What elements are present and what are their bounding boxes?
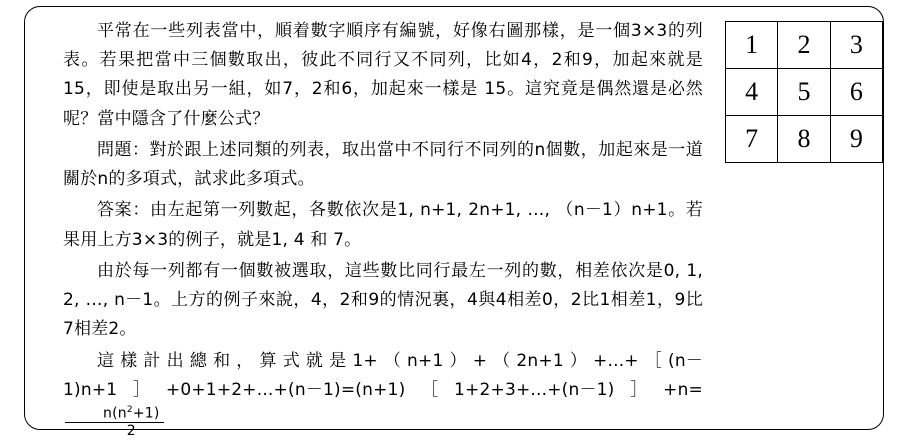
final-second-line: (n+1)［1+2+3+...+(n－1)］+n= xyxy=(355,379,703,400)
paragraph-body: 由於每一列都有一個數被選取，這些數比同行最左一列的數，相差依次是0, 1, 2, …, n－1。上方的例子來說，4，2和9的情況裏，4與4相差0，2比1相差1，9比7相差2。 xyxy=(63,260,703,340)
grid-cell: 8 xyxy=(778,116,830,163)
paragraph-question xyxy=(63,136,703,194)
fraction xyxy=(65,405,164,440)
grid-cell: 1 xyxy=(726,22,778,69)
grid-cell: 5 xyxy=(778,69,830,116)
paragraph-answer xyxy=(63,196,703,254)
numerator-exponent: 2 xyxy=(126,405,133,416)
numerator-suffix: +1) xyxy=(132,405,160,422)
number-grid-table xyxy=(725,21,883,163)
fraction-numerator xyxy=(65,405,164,423)
numerator-prefix: n(n xyxy=(103,405,127,422)
answer-text: 由左起第一列數起，各數依次是1, n+1, 2n+1, …, （n－1）n+1。若果用上方3×3的例子，就是1, 4 和 7。 xyxy=(63,200,703,250)
grid-cell: 3 xyxy=(830,22,882,69)
table-row xyxy=(726,22,883,69)
table-row xyxy=(726,116,883,163)
fraction-denominator: 2 xyxy=(126,422,136,439)
document-body xyxy=(63,17,703,442)
paragraph-final xyxy=(63,347,703,441)
content-card xyxy=(24,6,884,439)
grid-cell: 6 xyxy=(830,69,882,116)
paragraph-intro: 平常在一些列表當中，順着數字順序有編號，好像右圖那樣，是一個3×3的列表。若果把當中三個數取出，彼此不同行又不同列，比如4，2和9，加起來就是 15，即使是取出另一組，如7，2和6，加起來一樣是 15。這究竟是偶然還是必然呢？當中隱含了什麼公式？ xyxy=(63,21,703,129)
grid-cell: 2 xyxy=(778,22,830,69)
grid-cell: 4 xyxy=(726,69,778,116)
question-text: 對於跟上述同類的列表，取出當中不同行不同列的n個數，加起來是一道關於n的多項式，試求此多項式。 xyxy=(63,139,703,190)
question-label: 問題： xyxy=(97,139,150,160)
grid-cell: 9 xyxy=(830,116,882,163)
final-prefix: 這樣計出總和，算式就是1+（n+1）+（2n+1）+...+［(n－1)n+1］+0+1+2+...+(n－1)= xyxy=(63,350,703,400)
grid-cell: 7 xyxy=(726,116,778,163)
answer-label: 答案： xyxy=(97,200,151,221)
table-row xyxy=(726,69,883,116)
